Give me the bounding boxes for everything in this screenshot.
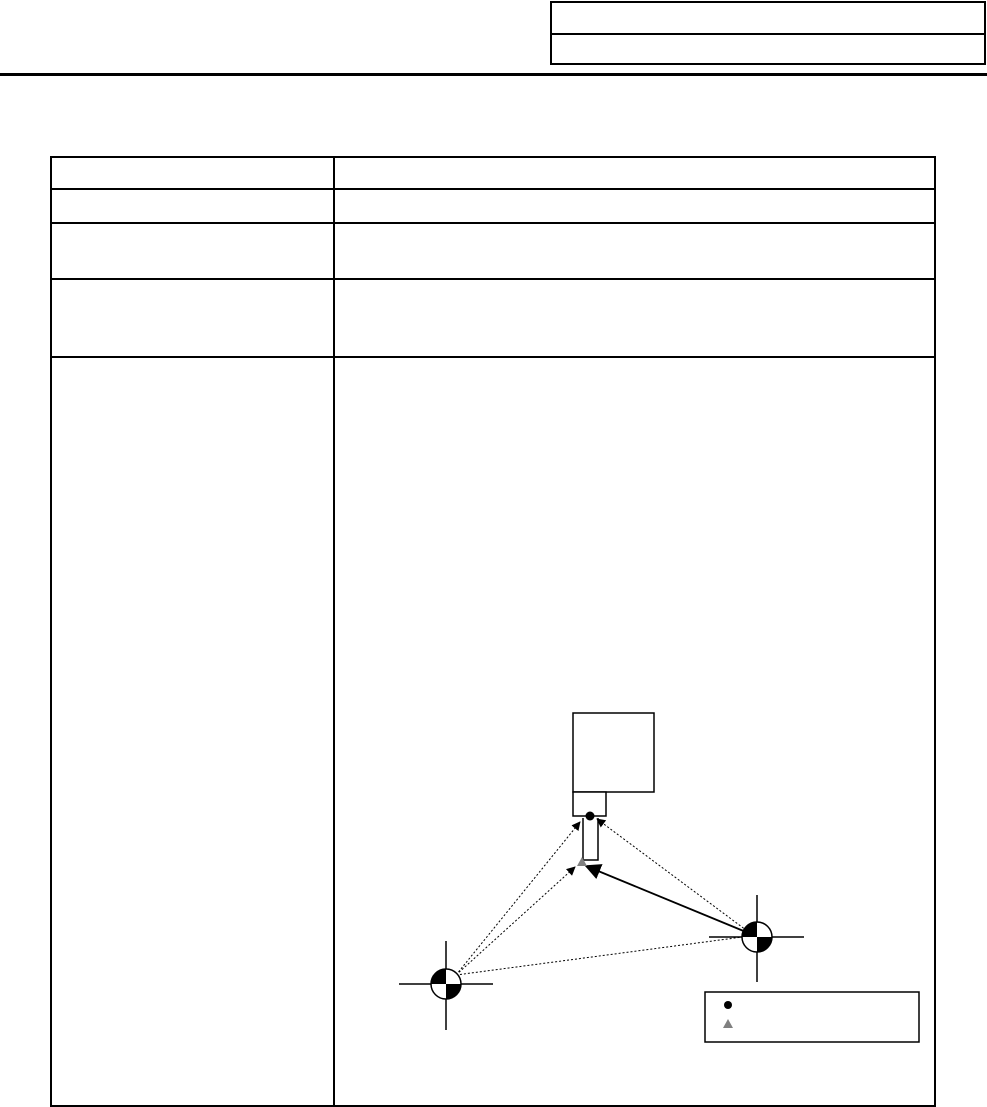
measured-point-dot [586,812,595,821]
legend-dot-icon [724,1001,732,1009]
reference-point-triangle [577,857,587,866]
tool-shank [583,818,598,860]
spindle-head [573,713,654,816]
right-target-icon [709,895,804,982]
dotted-lines [456,819,750,975]
legend-box [705,992,919,1042]
legend [705,992,919,1042]
solid-arrow [586,866,746,932]
left-target-icon [399,941,493,1030]
